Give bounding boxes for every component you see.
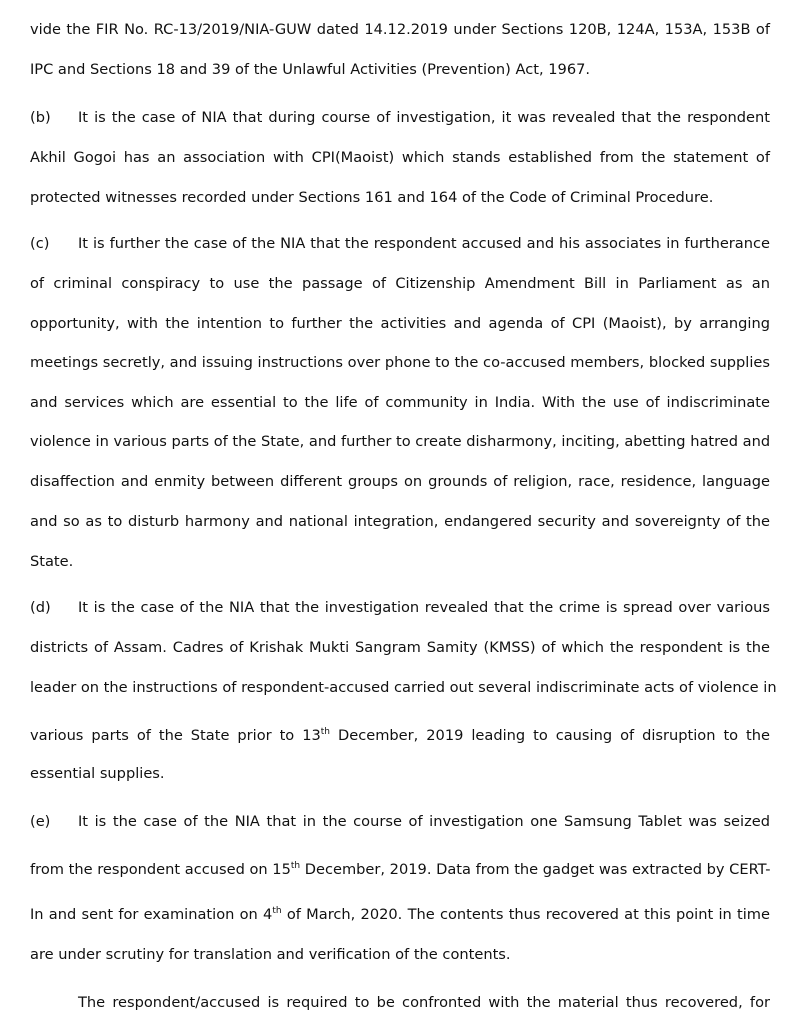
para-e-line-2 [30,860,770,880]
para-c-line-9: State. [30,553,74,570]
para-c-line-3: opportunity, with the intention to further the activities and agenda of CPI (Maoist), by arranging [30,315,770,332]
para-d-label: (d) [30,599,51,616]
para-c-line-8: and so as to disturb harmony and national integration, endangered security and sovereignty of the [30,513,770,530]
para-d-line-3: leader on the instructions of respondent-accused carried out several indiscriminate acts of violence in [30,679,777,696]
para-d-line-4-post: December, 2019 leading to causing of disruption to the [330,727,770,744]
para-d-line-4 [30,726,770,746]
para-d-line-2: districts of Assam. Cadres of Krishak Mukti Sangram Samity (KMSS) of which the respondent is the [30,639,770,656]
para-d-line-1 [30,598,770,618]
para-c-line-5: and services which are essential to the life of community in India. With the use of indiscriminate [30,394,770,411]
para-b-line-2: Akhil Gogoi has an association with CPI(Maoist) which stands established from the statement of [30,149,770,166]
intro-line-2: IPC and Sections 18 and 39 of the Unlawful Activities (Prevention) Act, 1967. [30,61,591,78]
para-e-line-3 [30,905,770,925]
para-e-line-4: are under scrutiny for translation and verification of the contents. [30,946,511,963]
para-b-line-1 [30,108,770,128]
para-e-line-2-pre: from the respondent accused on 15 [30,861,291,878]
para-e-line-3-pre: In and sent for examination on 4 [30,906,273,923]
para-e-line-2-post: December, 2019. Data from the gadget was extracted by CERT- [300,861,771,878]
closing-line: The respondent/accused is required to be confronted with the material thus recovered, for [78,994,770,1011]
para-e-line-2-sup: th [290,861,301,872]
para-b-label: (b) [30,109,51,126]
para-d-text-1: It is the case of the NIA that the investigation revealed that the crime is spread over various [78,599,770,616]
para-b-line-3: protected witnesses recorded under Sections 161 and 164 of the Code of Criminal Procedure. [30,189,714,206]
para-c-line-6: violence in various parts of the State, and further to create disharmony, inciting, abetting hatred and [30,433,771,450]
para-c-line-1 [30,234,770,254]
para-e-line-3-sup: th [272,906,282,917]
para-d-line-4-pre: various parts of the State prior to 13 [30,727,321,744]
para-c-label: (c) [30,235,50,252]
intro-line-1: vide the FIR No. RC-13/2019/NIA-GUW dated 14.12.2019 under Sections 120B, 124A, 153A, 153B of [30,21,770,38]
para-e-line-1 [30,812,770,832]
para-c-text-1: It is further the case of the NIA that the respondent accused and his associates in furtherance [78,235,770,252]
para-d-line-4-sup: th [320,727,331,738]
para-d-line-5: essential supplies. [30,765,165,782]
para-e-line-3-post: of March, 2020. The contents thus recovered at this point in time [281,906,770,923]
para-c-line-7: disaffection and enmity between different groups on grounds of religion, race, residence, language [30,473,770,490]
para-c-line-2: of criminal conspiracy to use the passage of Citizenship Amendment Bill in Parliament as an [30,275,770,292]
para-c-line-4: meetings secretly, and issuing instructions over phone to the co-accused members, blocked supplies [30,354,770,371]
para-e-label: (e) [30,813,51,830]
para-e-text-1: It is the case of the NIA that in the course of investigation one Samsung Tablet was seized [78,813,770,830]
para-b-text-1: It is the case of NIA that during course of investigation, it was revealed that the respondent [78,109,770,126]
